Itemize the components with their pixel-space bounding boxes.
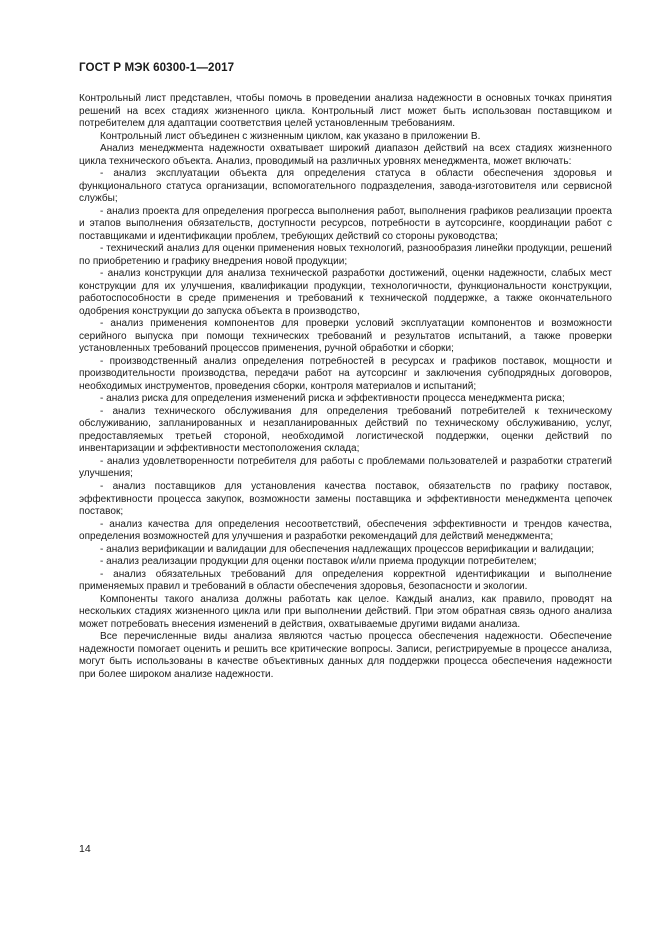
paragraph-management-review: Анализ менеджмента надежности охватывает широкий диапазон действий на всех стадиях жизненного цикла технического объекта. Анализ, проводимый на различных уровнях менеджмента, может включать: [79, 143, 612, 167]
list-item: - анализ поставщиков для установления качества поставок, обязательств по графику поставок, эффективности процесса закупок, возможности замены поставщика и эффективности менеджмента цепочек поставок; [79, 480, 612, 518]
paragraph-intro: Контрольный лист представлен, чтобы помочь в проведении анализа надежности в основных точках принятия решений на всех стадиях жизненного цикла. Контрольный лист может быть использован поставщиком и потребителем для адаптации соответствия целей установленным требованиям. [79, 93, 612, 130]
paragraph-conclusion: Все перечисленные виды анализа являются частью процесса обеспечения надежности. Обеспечение надежности помогает оценить и решить все критические вопросы. Записи, регистрируемые в процессе анализа, могут быть использованы в качестве объективных данных для поддержки процесса обеспечения надежности при более широком анализе надежности. [79, 631, 612, 680]
page-number: 14 [79, 843, 91, 855]
list-item: - анализ обязательных требований для определения корректной идентификации и выполнение применяемых правил и требований в области обеспечения здоровья, безопасности и экологии. [79, 568, 612, 593]
list-item: - анализ верификации и валидации для обеспечения надлежащих процессов верификации и валидации; [100, 543, 595, 555]
paragraph-components: Компоненты такого анализа должны работать как целое. Каждый анализ, как правило, проводят на нескольких стадиях жизненного цикла или при выполнении действий. При этом обратная связь одного анализа может потребовать внесения изменений в действия, охватываемые другими видами анализа. [79, 593, 612, 630]
list-item: - анализ конструкции для анализа технической разработки достижений, оценки надежности, слабых мест конструкции для их улучшения, квалификации продукции, технологичности, функциональности конструкции, работоспособности в среде применения и требований к технической поддержке, а также окончательного одобрения конструкции до запуска объекта в производство, [79, 268, 612, 317]
list-item: - анализ технического обслуживания для определения требований потребителей к техническому обслуживанию, запланированных и незапланированных действий по техническому обслуживанию, услуг, предоставляемых третьей стороной, необходимой логистической поддержки, оценки действий по инвентаризации и эффективности местоположения склада; [79, 405, 612, 455]
list-item: - анализ качества для определения несоответствий, обеспечения эффективности и трендов качества, определения возможностей для улучшения и разработки рекомендаций для действий менеджмента; [79, 518, 612, 543]
list-item: - анализ проекта для определения прогресса выполнения работ, выполнения графиков реализации проекта и этапов выполнения обязательств, доступности ресурсов, потребности в аутсорсинге, координации работ с поставщиками и идентификации проблем, требующих действий со стороны руководства; [79, 205, 612, 242]
document-body [79, 93, 612, 681]
list-item: - анализ реализации продукции для оценки поставок и/или приема продукции потребителем; [100, 556, 537, 568]
list-item: - производственный анализ определения потребностей в ресурсах и графиков поставок, мощности и производительности производства, передачи работ на аутсорсинг и заключения субподрядных договоров, необходимых инструментов, проведения сборки, контроля материалов и испытаний; [79, 355, 612, 392]
list-item: - анализ удовлетворенности потребителя для работы с проблемами пользователей и разработки стратегий улучшения; [79, 455, 612, 480]
standard-code-header: ГОСТ Р МЭК 60300-1—2017 [79, 61, 235, 74]
list-item: - анализ применения компонентов для проверки условий эксплуатации компонентов и возможности серийного выпуска при помощи технических требований и результатов испытаний, а также проверки установленных требований процессов применения, ручной обработки и сборки; [79, 318, 612, 355]
list-item: - технический анализ для оценки применения новых технологий, разнообразия линейки продукции, решений по приобретению и графику внедрения новой продукции; [79, 243, 612, 267]
paragraph-checklist-lifecycle: Контрольный лист объединен с жизненным циклом, как указано в приложении В. [100, 130, 481, 142]
list-item: - анализ эксплуатации объекта для определения статуса в области обеспечения здоровья и функционального статуса организации, вспомогательного подразделения, завода-изготовителя или сервисной службы; [79, 168, 612, 205]
list-item: - анализ риска для определения изменений риска и эффективности процесса менеджмента риска; [100, 393, 565, 405]
